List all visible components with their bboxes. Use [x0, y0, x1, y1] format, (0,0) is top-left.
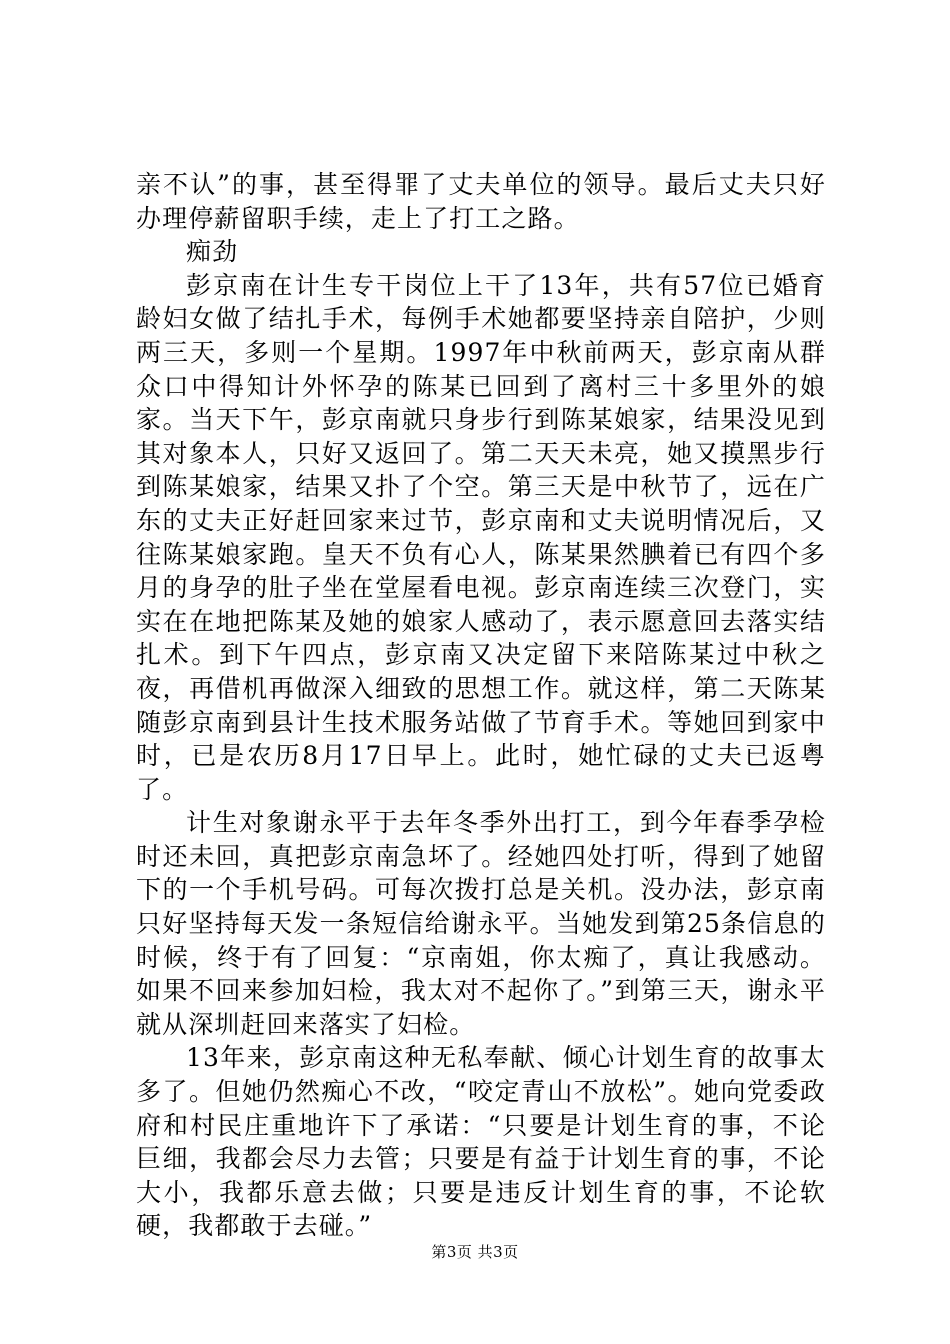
paragraph-conclusion: 13年来，彭京南这种无私奉献、倾心计划生育的故事太多了。但她仍然痴心不改，“咬定青山不放松”。她向党委政府和村民庄重地许下了承诺：“只要是计划生育的事，不论巨细，我都会尽力去管；只要是有益于计划生育的事，不论大小，我都乐意去做；只要是违反计划生育的事，不论软硬，我都敢于去碰。” — [136, 1043, 826, 1241]
page-number-footer: 第3页 共3页 — [431, 1243, 519, 1261]
paragraph-continuation: 亲不认”的事，甚至得罪了丈夫单位的领导。最后丈夫只好办理停薪留职手续，走上了打工之路。 — [136, 170, 826, 233]
document-body — [136, 168, 826, 1243]
section-heading: 痴劲 — [186, 237, 239, 267]
paragraph-story-chen: 彭京南在计生专干岗位上干了13年，共有57位已婚育龄妇女做了结扎手术，每例手术她都要坚持亲自陪护，少则两三天，多则一个星期。1997年中秋前两天，彭京南从群众口中得知计外怀孕的陈某已回到了离村三十多里外的娘家。当天下午，彭京南就只身步行到陈某娘家，结果没见到其对象本人，只好又返回了。第二天天未亮，她又摸黑步行到陈某娘家，结果又扑了个空。第三天是中秋节了，远在广东的丈夫正好赶回家来过节，彭京南和丈夫说明情况后，又往陈某娘家跑。皇天不负有心人，陈某果然腆着已有四个多月的身孕的肚子坐在堂屋看电视。彭京南连续三次登门，实实在在地把陈某及她的娘家人感动了，表示愿意回去落实结扎术。到下午四点，彭京南又决定留下来陪陈某过中秋之夜，再借机再做深入细致的思想工作。就这样，第二天陈某随彭京南到县计生技术服务站做了节育手术。等她回到家中时，已是农历8月17日早上。此时，她忙碌的丈夫已返粤了。 — [136, 270, 826, 804]
paragraph-story-xie: 计生对象谢永平于去年冬季外出打工，到今年春季孕检时还未回，真把彭京南急坏了。经她四处打听，得到了她留下的一个手机号码。可每次拨打总是关机。没办法，彭京南只好坚持每天发一条短信给谢永平。当她发到第25条信息的时候，终于有了回复：“京南姐，你太痴了，真让我感动。如果不回来参加妇检，我太对不起你了。”到第三天，谢永平就从深圳赶回来落实了妇检。 — [136, 808, 826, 1039]
